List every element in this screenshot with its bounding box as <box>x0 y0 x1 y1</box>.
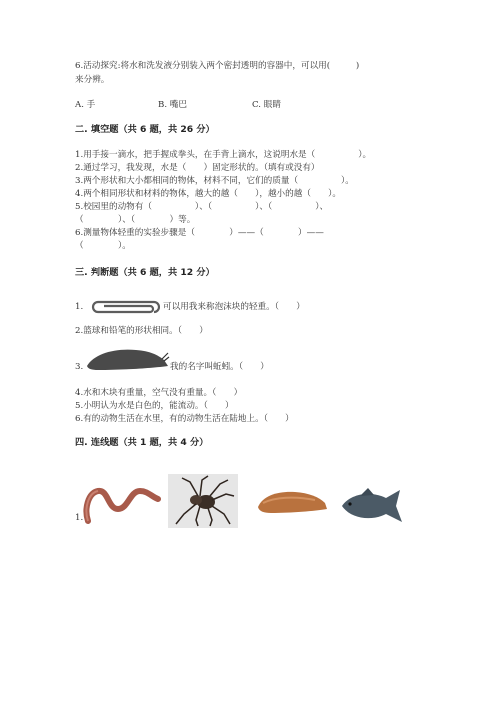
earthworm-icon <box>82 481 162 527</box>
section-heading-matching: 四. 连线题（共 1 题，共 4 分） <box>75 437 209 448</box>
fill-q6: 6.测量物体轻重的实验步骤是（ ）——（ ）—— <box>75 228 324 238</box>
judge-q4: 4.水和木块有重量，空气没有重量。（ ） <box>75 388 243 398</box>
choice-q6-line1: 6.活动探究:将水和洗发液分别装入两个密封透明的容器中，可以用( ) <box>75 61 360 71</box>
judge-q3-text: 我的名字叫蚯蚓。（ ） <box>170 362 269 372</box>
option-b[interactable]: B. 嘴巴 <box>158 100 187 110</box>
judge-q2: 2.篮球和铅笔的形状相同。（ ） <box>75 326 208 336</box>
option-a[interactable]: A. 手 <box>75 100 96 110</box>
fill-q5-cont: （ ）、（ ）等。 <box>75 215 196 225</box>
choice-q6-line2: 来分辨。 <box>75 75 110 85</box>
judge-q5: 5.小明认为水是白色的，能流动。（ ） <box>75 401 234 411</box>
slug-icon <box>84 344 170 374</box>
section-heading-true-false: 三. 判断题（共 6 题，共 12 分） <box>75 267 215 278</box>
slug-icon <box>255 485 329 519</box>
judge-q1-text: 可以用我来称泡沫块的轻重。（ ） <box>163 302 305 312</box>
fill-q4: 4.两个相同形状和材料的物体，越大的越（ ），越小的越（ ）。 <box>75 189 342 199</box>
fill-q3: 3.两个形状和大小都相同的物体，材料不同，它们的质量（ ）。 <box>75 176 354 186</box>
section-heading-fill-in: 二. 填空题（共 6 题，共 26 分） <box>75 124 215 135</box>
judge-q1-number: 1. <box>75 302 84 312</box>
match-q1-number: 1. <box>75 513 84 523</box>
option-c[interactable]: C. 眼睛 <box>252 100 281 110</box>
fish-icon <box>338 484 408 528</box>
judge-q6: 6.有的动物生活在水里，有的动物生活在陆地上。（ ） <box>75 414 294 424</box>
spider-icon <box>168 474 238 528</box>
fill-q6-cont: （ ）。 <box>75 241 131 251</box>
paperclip-icon <box>88 298 160 316</box>
judge-q3-number: 3. <box>75 362 84 372</box>
fill-q5: 5.校园里的动物有（ ）、（ ）、（ ）、 <box>75 202 329 212</box>
fill-q2: 2.通过学习，我发现，水是（ ）固定形状的。（填有或没有） <box>75 163 320 173</box>
fill-q1: 1.用手接一滴水，把手握成拳头，在手背上滴水，这说明水是（ ）。 <box>75 150 372 160</box>
